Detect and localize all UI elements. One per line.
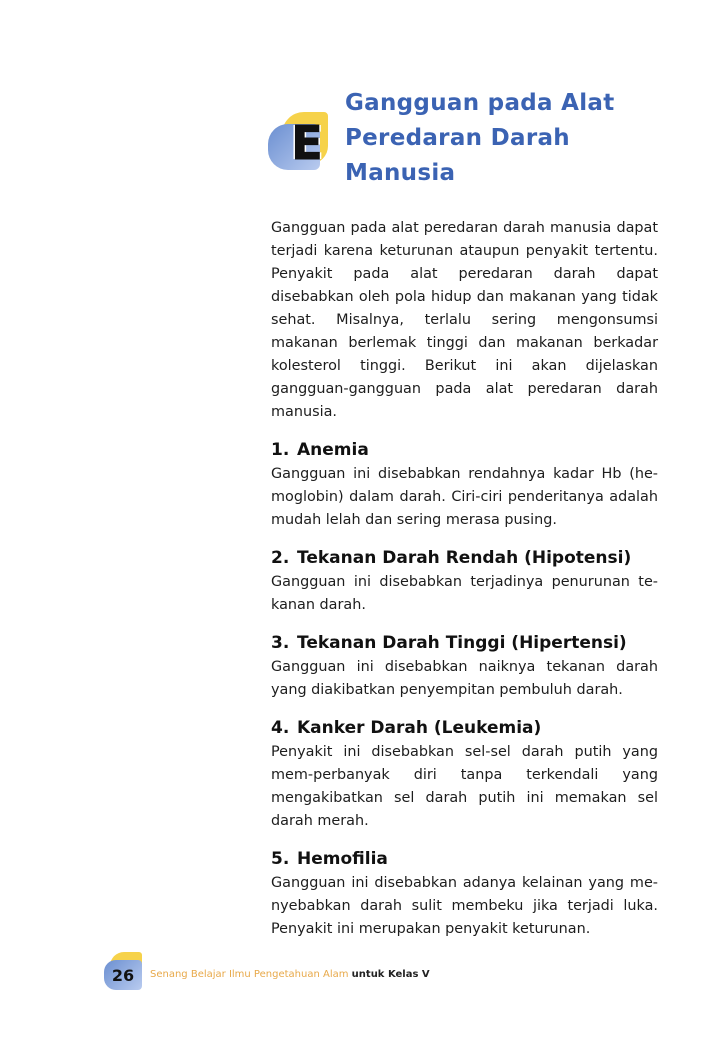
disorder-heading (271, 715, 658, 741)
main-content (271, 217, 658, 954)
footer-grade: untuk Kelas V (351, 969, 430, 980)
disorder-description: Gangguan ini disebabkan terjadinya penurunan te-kanan darah. (271, 574, 658, 613)
disorder-description: Gangguan ini disebabkan naiknya tekanan darah yang diakibatkan penyempitan pembuluh darah. (271, 659, 658, 698)
disorder-title: Anemia (297, 440, 369, 460)
disorder-item-anemia (271, 437, 658, 532)
disorder-description: Penyakit ini disebabkan sel-sel darah putih yang mem-perbanyak diri tanpa terkendali yang mengakibatkan sel darah putih ini memakan sel darah merah. (271, 744, 658, 829)
section-title (345, 86, 685, 191)
section-title-line: Gangguan pada Alat (345, 90, 615, 116)
disorder-heading (271, 437, 658, 463)
running-footer (150, 967, 430, 983)
disorder-number: 1. (271, 440, 290, 460)
disorder-item-leukemia (271, 715, 658, 833)
disorder-title: Hemofilia (297, 849, 388, 869)
section-badge (268, 112, 334, 172)
disorder-item-hipertensi (271, 630, 658, 702)
page-number: 26 (111, 966, 135, 985)
disorder-title: Tekanan Darah Tinggi (Hipertensi) (297, 633, 627, 653)
footer-book-title: Senang Belajar Ilmu Pengetahuan (150, 969, 320, 980)
disorder-title: Kanker Darah (Leukemia) (297, 718, 542, 738)
disorder-number: 5. (271, 849, 290, 869)
disorder-heading (271, 630, 658, 656)
disorder-number: 3. (271, 633, 290, 653)
disorder-heading (271, 545, 658, 571)
section-letter: E (291, 116, 323, 170)
disorder-description: Gangguan ini disebabkan rendahnya kadar Hb (he-moglobin) dalam darah. Ciri-ciri penderitanya adalah mudah lelah dan sering merasa pusing. (271, 466, 658, 528)
disorder-heading (271, 846, 658, 872)
disorder-number: 4. (271, 718, 290, 738)
footer-book-title-accent: Alam (322, 969, 349, 980)
disorder-item-hipotensi (271, 545, 658, 617)
section-title-line: Manusia (345, 160, 456, 186)
disorder-title: Tekanan Darah Rendah (Hipotensi) (297, 548, 632, 568)
disorder-number: 2. (271, 548, 290, 568)
disorder-item-hemofilia (271, 846, 658, 941)
intro-paragraph: Gangguan pada alat peredaran darah manusia dapat terjadi karena keturunan ataupun penyakit tertentu. Penyakit pada alat peredaran darah dapat disebabkan oleh pola hidup dan makanan yang tidak sehat. Misalnya, terlalu sering mengonsumsi makanan berlemak tinggi dan makanan berkadar kolesterol tinggi. Berikut ini akan dijelaskan gangguan-gangguan pada alat peredaran darah manusia. (271, 220, 658, 420)
disorder-description: Gangguan ini disebabkan adanya kelainan yang me-nyebabkan darah sulit membeku jika terjadi luka. Penyakit ini merupakan penyakit keturunan. (271, 875, 658, 937)
section-title-line: Peredaran Darah (345, 125, 570, 151)
